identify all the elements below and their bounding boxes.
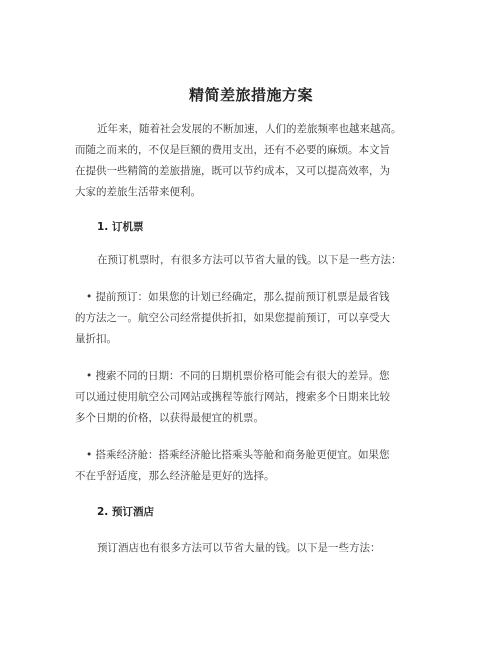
bullet-search-dates-line-2: 可以通过使用航空公司网站或携程等旅行网站，搜索多个日期来比较: [75, 391, 390, 403]
bullet-book-early-line-1: • 提前预订：如果您的计划已经确定，那么提前预订机票是最省钱: [86, 291, 390, 303]
intro-line-2: 而随之而来的，不仅是巨额的费用支出，还有不必要的麻烦。本文旨: [75, 144, 390, 156]
bullet-economy-line-2: 不在乎舒适度，那么经济舱是更好的选择。: [75, 470, 275, 482]
bullet-book-early-line-2: 的方法之一。航空公司经常提供折扣，如果您提前预订，可以享受大: [75, 312, 390, 324]
intro-line-1: 近年来，随着社会发展的不断加速，人们的差旅频率也越来越高。: [97, 123, 402, 135]
bullet-search-dates-line-3: 多个日期的价格，以获得最便宜的机票。: [75, 412, 264, 424]
intro-line-4: 大家的差旅生活带来便利。: [75, 186, 201, 198]
section-intro-hotels: 预订酒店也有很多方法可以节省大量的钱。以下是一些方法：: [97, 542, 381, 554]
intro-line-3: 在提供一些精简的差旅措施，既可以节约成本，又可以提高效率，为: [75, 165, 390, 177]
bullet-book-early-line-3: 量折扣。: [75, 333, 117, 345]
section-heading-hotels: 2. 预订酒店: [97, 506, 154, 518]
bullet-economy-line-1: • 搭乘经济舱：搭乘经济舱比搭乘头等舱和商务舱更便宜。如果您: [86, 449, 390, 461]
document-title: 精简差旅措施方案: [188, 86, 313, 104]
section-heading-flights: 1. 订机票: [97, 221, 144, 233]
bullet-search-dates-line-1: • 搜索不同的日期：不同的日期机票价格可能会有很大的差异。您: [86, 370, 390, 382]
section-intro-flights: 在预订机票时，有很多方法可以节省大量的钱。以下是一些方法：: [97, 254, 402, 266]
